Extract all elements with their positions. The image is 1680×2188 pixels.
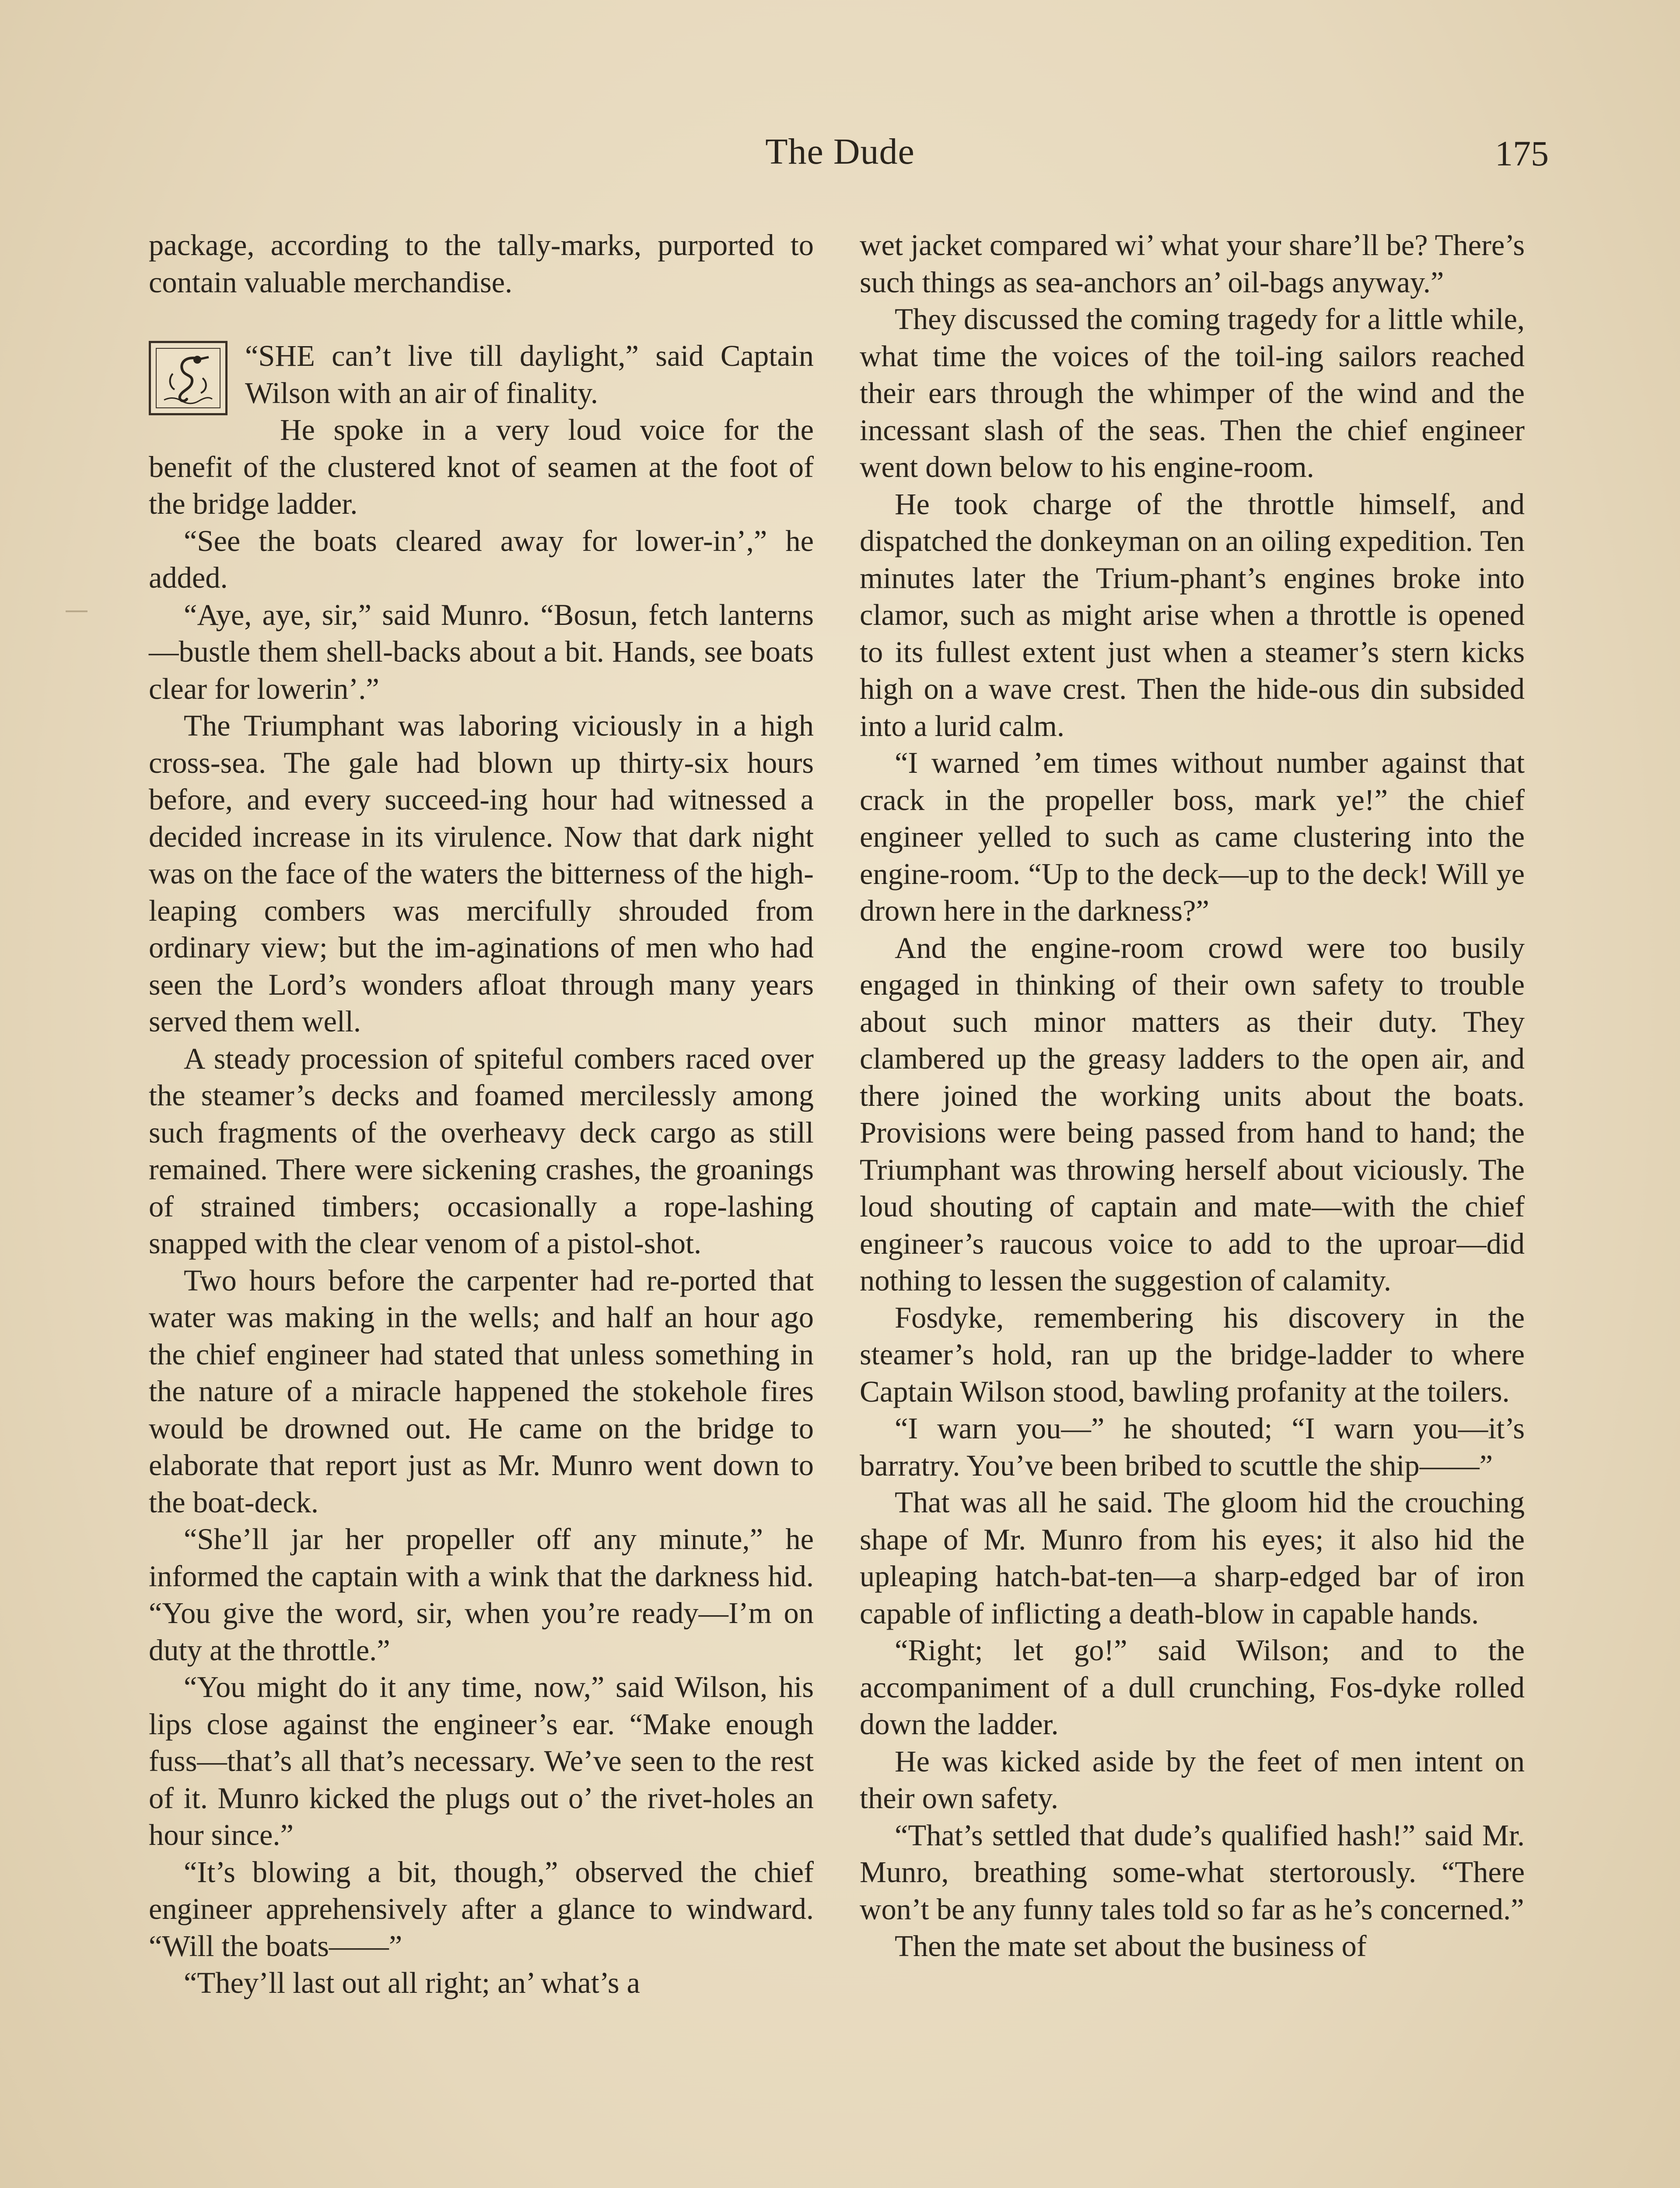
paragraph: A steady procession of spiteful combers raced over the steamer’s decks and foamed mercilessly among such fragments of the overheavy deck cargo as still remained. There were sickening crashes, the groanings of strained timbers; occasionally a rope-lashing snapped with the clear venom of a pistol-shot. [149, 1041, 814, 1260]
margin-mark [66, 610, 88, 612]
seahorse-ornament-icon [149, 341, 228, 415]
paragraph: “See the boats cleared away for lower-in’,” he added. [149, 524, 814, 594]
paragraph: “She’ll jar her propeller off any minute,” he informed the captain with a wink that the darkness hid. “You give the word, sir, when you’re ready—I’m on duty at the throttle.” [149, 1522, 814, 1667]
paragraph: The Triumphant was laboring viciously in a high cross-sea. The gale had blown up thirty-six hours before, and every succeed-ing hour had witnessed a decided increase in its virulence. Now that dark night was on the face of the waters the bitterness of the high-leaping combers was mercifully shrouded from ordinary view; but the im-aginations of men who had seen the Lord’s wonders afloat through many years served them well. [149, 709, 814, 1038]
paragraph: “That’s settled that dude’s qualified hash!” said Mr. Munro, breathing some-what stertorously. “There won’t be any funny tales told so far as he’s concerned.” [860, 1818, 1525, 1926]
paragraph-text: “SHE can’t live till daylight,” said Captain Wilson with an air of finality. [245, 339, 814, 410]
running-title: The Dude [765, 131, 915, 172]
paragraph: Then the mate set about the business of [895, 1929, 1367, 1963]
paragraph: “I warn you—” he shouted; “I warn you—it’s barratry. You’ve been bribed to scuttle the ship——” [860, 1412, 1525, 1482]
paragraph: He took charge of the throttle himself, and dispatched the donkeyman on an oiling expedition. Ten minutes later the Trium-phant’s engines broke into clamor, such as might arise when a throttle is opened to its fullest extent just when a steamer’s stern kicks high on a wave crest. Then the hide-ous din subsided into a lurid calm. [860, 487, 1525, 743]
paragraph: Two hours before the carpenter had re-ported that water was making in the wells; and half an hour ago the chief engineer had stated that unless something in the nature of a miracle happened the stokehole fires would be drowned out. He came on the bridge to elaborate that report just as Mr. Munro went down to the boat-deck. [149, 1263, 814, 1519]
right-column [860, 227, 1525, 1965]
paragraph: “Aye, aye, sir,” said Munro. “Bosun, fetch lanterns—bustle them shell-backs about a bit. Hands, see boats clear for lowerin’.” [149, 598, 814, 705]
paragraph: package, according to the tally-marks, purported to contain valuable merchandise. [149, 228, 814, 299]
paragraph: They discussed the coming tragedy for a little while, what time the voices of the toil-ing sailors reached their ears through the whimper of the wind and the incessant slash of the seas. Then the chief engineer went down below to his engine-room. [860, 302, 1525, 484]
paragraph: Fosdyke, remembering his discovery in the steamer’s hold, ran up the bridge-ladder to where Captain Wilson stood, bawling profanity at the toilers. [860, 1301, 1525, 1408]
paragraph: “They’ll last out all right; an’ what’s a [184, 1966, 640, 1999]
paragraph: And the engine-room crowd were too busily engaged in thinking of their own safety to trouble about such minor matters as their duty. They clambered up the greasy ladders to the open air, and there joined the working units about the boats. Provisions were being passed from hand to hand; the Triumphant was throwing herself about viciously. The loud shouting of captain and mate—with the chief engineer’s raucous voice to add to the uproar—did nothing to lessen the suggestion of calamity. [860, 931, 1525, 1297]
paragraph-with-dropcap [149, 337, 814, 411]
paragraph: “It’s blowing a bit, though,” observed the chief engineer apprehensively after a glance to windward. “Will the boats——” [149, 1855, 814, 1963]
paragraph: That was all he said. The gloom hid the crouching shape of Mr. Munro from his eyes; it also hid the upleaping hatch-bat-ten—a sharp-edged bar of iron capable of inflicting a death-blow in capable hands. [860, 1486, 1525, 1630]
paragraph: “Right; let go!” said Wilson; and to the accompaniment of a dull crunching, Fos-dyke rolled down the ladder. [860, 1634, 1525, 1741]
left-column [149, 227, 814, 2002]
paragraph: “I warned ’em times without number against that crack in the propeller boss, mark ye!” the chief engineer yelled to such as came clustering into the engine-room. “Up to the deck—up to the deck! Will ye drown here in the darkness?” [860, 746, 1525, 927]
paragraph: He spoke in a very loud voice for the benefit of the clustered knot of seamen at the foot of the bridge ladder. [149, 413, 814, 520]
paragraph: “You might do it any time, now,” said Wilson, his lips close against the engineer’s ear. “Make enough fuss—that’s all that’s necessary. We’ve seen to the rest of it. Munro kicked the plugs out o’ the rivet-holes an hour since.” [149, 1670, 814, 1851]
paragraph: wet jacket compared wi’ what your share’ll be? There’s such things as sea-anchors an’ oil-bags anyway.” [860, 228, 1525, 299]
page-number: 175 [1495, 133, 1549, 173]
paragraph: He was kicked aside by the feet of men intent on their own safety. [860, 1744, 1525, 1815]
